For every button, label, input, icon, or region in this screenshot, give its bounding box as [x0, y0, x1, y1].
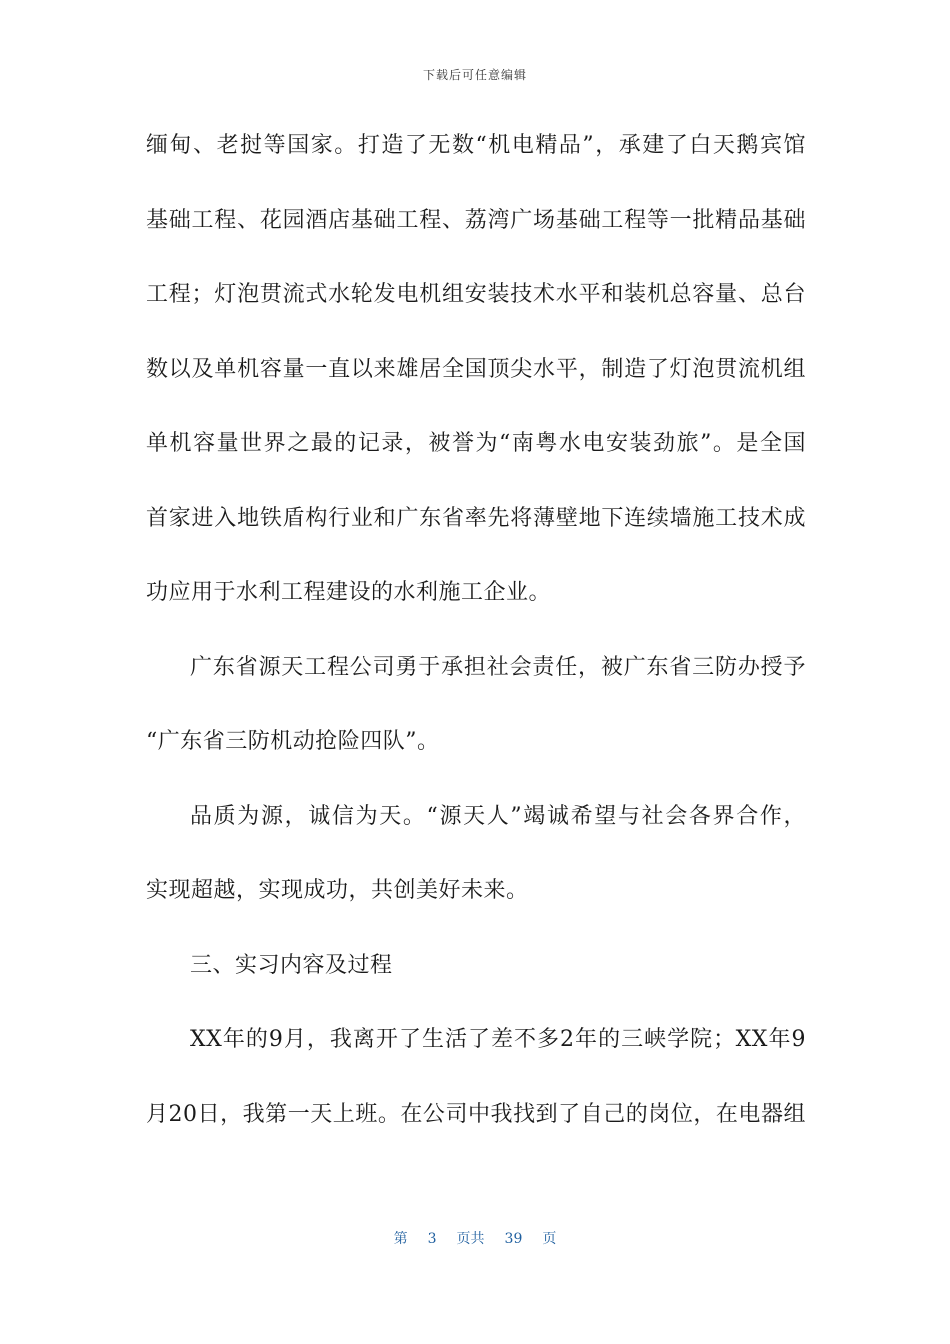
- text-line: 缅甸、老挝等国家。打造了无数“机电精品”，承建了白天鹅宾馆: [146, 133, 806, 158]
- text-line: 首家进入地铁盾构行业和广东省率先将薄壁地下连续墙施工技术成: [146, 505, 806, 531]
- page-footer: [0, 1228, 950, 1248]
- footer-page-suffix: 页: [542, 1231, 557, 1247]
- text-line: 数以及单机容量一直以来雄居全国顶尖水平，制造了灯泡贯流机组: [146, 356, 806, 382]
- footer-page-number: 3: [427, 1231, 437, 1247]
- paragraph-start-line: XX年的9月，我离开了生活了差不多2年的三峡学院；XX年9: [190, 1027, 806, 1052]
- text-line: 月20日，我第一天上班。在公司中我找到了自己的岗位，在电器组: [146, 1101, 806, 1127]
- document-body: [146, 124, 806, 1167]
- footer-page-of: 页共: [456, 1231, 485, 1247]
- text-line: 单机容量世界之最的记录，被誉为“南粤水电安装劲旅”。是全国: [146, 431, 806, 456]
- paragraph-start-line: 品质为源，诚信为天。“源天人”竭诚希望与社会各界合作，: [190, 803, 806, 829]
- paragraph-start-line: 广东省源天工程公司勇于承担社会责任，被广东省三防办授予: [190, 654, 806, 680]
- footer-page-label: 第: [393, 1231, 408, 1247]
- text-line: 实现超越，实现成功，共创美好未来。: [146, 878, 529, 903]
- text-line: “广东省三防机动抢险四队”。: [146, 729, 440, 754]
- text-line: 基础工程、花园酒店基础工程、荔湾广场基础工程等一批精品基础: [146, 207, 806, 233]
- section-heading: 三、实习内容及过程: [190, 952, 393, 978]
- text-line: 工程；灯泡贯流式水轮发电机组安装技术水平和装机总容量、总台: [146, 282, 806, 307]
- page-header: 下载后可任意编辑: [422, 68, 527, 82]
- text-line: 功应用于水利工程建设的水利施工企业。: [146, 580, 552, 605]
- footer-total-pages: 39: [504, 1231, 523, 1247]
